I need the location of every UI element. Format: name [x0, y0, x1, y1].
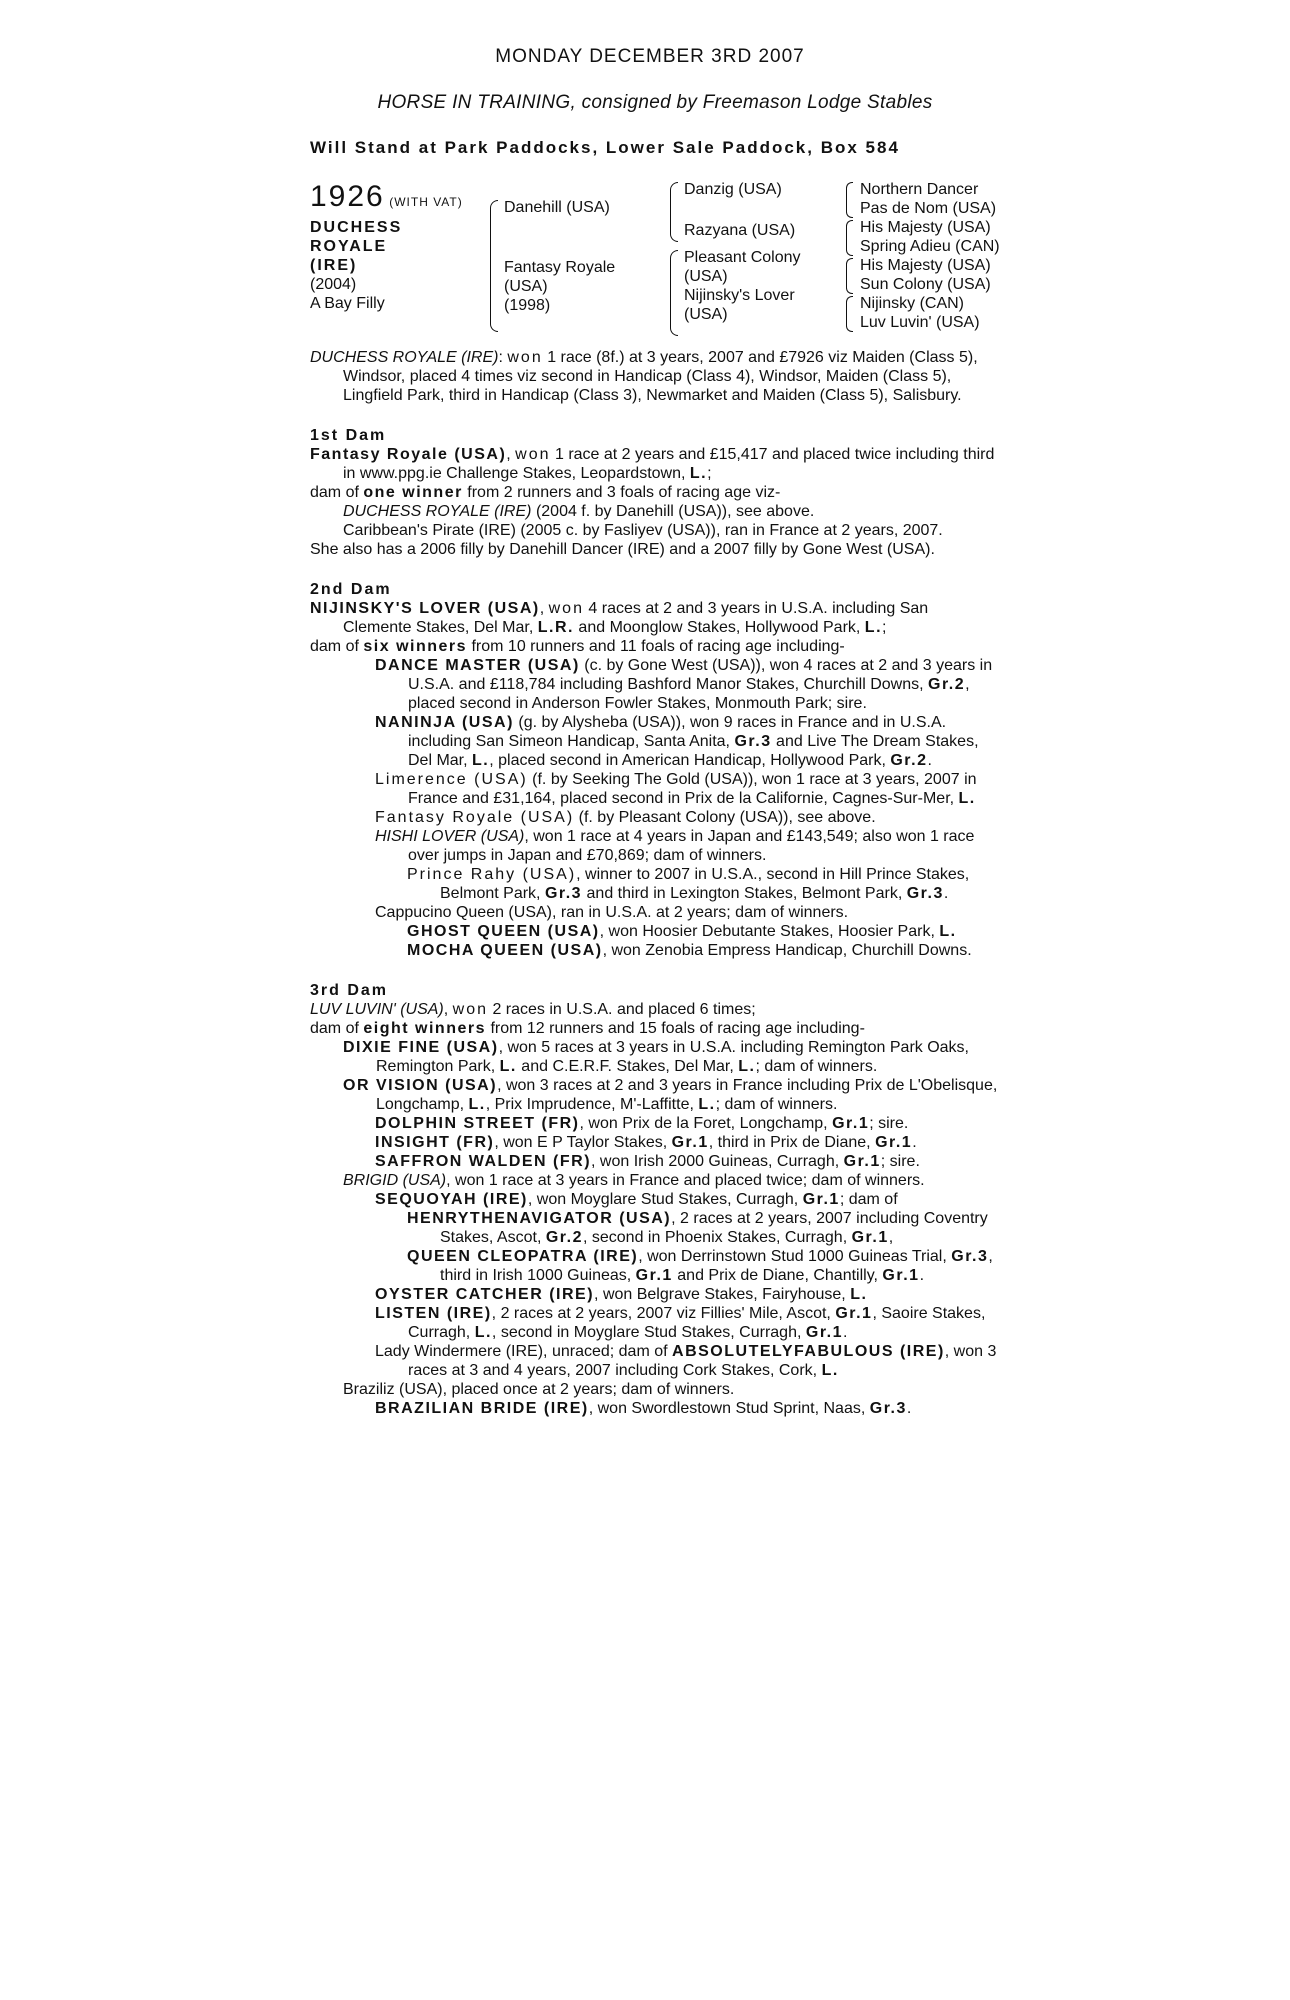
f4a-gr: Gr.3 [869, 1400, 907, 1417]
second-dam-winners: six winners [363, 638, 468, 655]
f1-text: , won 5 races at 3 years in U.S.A. including Remington Park Oaks, Remington Park, [376, 1039, 969, 1075]
f2b-gr2: Gr.1 [875, 1134, 913, 1151]
brace-gen2-dam [670, 250, 678, 336]
horse-name: DUCHESS ROYALE [310, 219, 403, 255]
f2-text: , won 3 races at 2 and 3 years in France including Prix de L'Obelisque, Longchamp, [376, 1077, 998, 1113]
f2c-text: , won Irish 2000 Guineas, Curragh, [591, 1153, 840, 1170]
f3b-text: , won Belgrave Stakes, Fairyhouse, [594, 1286, 846, 1303]
first-dam-offspring-1 [310, 502, 1000, 521]
ped-dd-country: (USA) [684, 306, 728, 323]
third-dam-entry-1 [310, 1038, 1000, 1076]
e1-name: DANCE MASTER (USA) [375, 657, 580, 674]
f3a-q-gr2: Gr.1 [635, 1267, 673, 1284]
e5a-end: . [943, 885, 949, 902]
second-dam-record: NIJINSKY'S LOVER (USA), won 4 races at 2 and 3 years in U.S.A. including San Clemente Stakes, Del Mar, L.R. and Moonglow Stakes, Hollywood Park, L.; [310, 600, 929, 636]
second-dam-text2: from 10 runners and 11 foals of racing age including- [471, 638, 845, 655]
f4a-end: . [906, 1400, 912, 1417]
horse-country: (IRE) [310, 257, 358, 274]
second-dam-won: won [548, 600, 584, 617]
first-dam-winners: one winner [363, 484, 463, 501]
f3c-text: , 2 races at 2 years, 2007 viz Fillies' Mile, Ascot, [491, 1305, 831, 1322]
record-horse-name: DUCHESS ROYALE (IRE) [310, 349, 499, 366]
e2-gr2: Gr.2 [890, 752, 928, 769]
f2-end: ; dam of winners. [715, 1096, 838, 1113]
ped-ds [684, 248, 801, 286]
e5a-gr2: Gr.3 [906, 885, 944, 902]
f3c-text3: , second in Moyglare Stud Stakes, Curragh, [491, 1324, 802, 1341]
first-dam-dam-of: dam of [310, 484, 359, 501]
f3a-name: SEQUOYAH (IRE) [375, 1191, 528, 1208]
third-dam-entry-4: Braziliz (USA), placed once at 2 years; dam of winners. [343, 1381, 735, 1398]
first-dam-offspring-2: Caribbean's Pirate (IRE) (2005 c. by Fasliyev (USA)), ran in France at 2 years, 2007. [343, 522, 943, 539]
ped-dd-name: Nijinsky's Lover [684, 287, 795, 304]
ped-ds-name: Pleasant Colony [684, 249, 801, 266]
third-dam-entry-4a [310, 1399, 1000, 1418]
horse-description: A Bay Filly [310, 295, 385, 312]
f3c-gr: Gr.1 [835, 1305, 873, 1322]
second-dam-entry-6: Cappucino Queen (USA), ran in U.S.A. at 2 years; dam of winners. [375, 904, 849, 921]
second-dam-dam-of: dam of [310, 638, 359, 655]
f3a-q-name: QUEEN CLEOPATRA (IRE) [407, 1248, 639, 1265]
brace-gen3-2 [846, 220, 853, 256]
catalogue-page [310, 46, 1000, 1418]
first-dam-heading: 1st Dam [310, 427, 387, 444]
catalogue-body [310, 348, 1000, 1418]
e6a-name: GHOST QUEEN (USA) [407, 923, 600, 940]
horse-year: (2004) [310, 276, 357, 293]
f3c-text2: , Saoire Stakes, Curragh, [408, 1305, 986, 1341]
third-dam-winners: eight winners [363, 1020, 486, 1037]
second-dam-text1: 4 races at 2 and 3 years in U.S.A. including San Clemente Stakes, Del Mar, [343, 600, 929, 636]
e1-text: (c. by Gone West (USA)), won 4 races at 2 and 3 years in U.S.A. and £118,784 including Bashford Manor Stakes, Churchill Downs, [408, 657, 993, 693]
third-dam-won: won [452, 1001, 488, 1018]
f3a-q-end: . [919, 1267, 925, 1284]
ped-dd [684, 286, 795, 324]
f1-end: ; dam of winners. [755, 1058, 878, 1075]
second-dam-name: NIJINSKY'S LOVER (USA) [310, 600, 540, 617]
race-record: DUCHESS ROYALE (IRE): won 1 race (8f.) at 3 years, 2007 and £7926 viz Maiden (Class 5), Windsor, placed 4 times viz second in Handicap (Class 4), Windsor, Maiden (Class 5), Lingfield Park, third in Handicap (Class 3), Newmarket and Maiden (Class 5), Salisbury. [310, 349, 978, 404]
f3a-text2: ; dam of [839, 1191, 898, 1208]
f2b-text2: , third in Prix de Diane, [708, 1134, 871, 1151]
e5a-text: , winner to 2007 in U.S.A., second in Hill Prince Stakes, Belmont Park, [440, 866, 970, 902]
f3a-text: , won Moyglare Stud Stakes, Curragh, [527, 1191, 799, 1208]
ped-dam-year: (1998) [504, 297, 551, 314]
f3d-text: Lady Windermere (IRE), unraced; dam of [375, 1343, 668, 1360]
f3a-o-gr: Gr.2 [545, 1229, 583, 1246]
f2a-text: , won Prix de la Foret, Longchamp, [579, 1115, 828, 1132]
ped-sss: Northern Dancer [860, 181, 979, 198]
f2b-gr: Gr.1 [671, 1134, 709, 1151]
f3a-o-text: , 2 races at 2 years, 2007 including Coventry Stakes, Ascot, [440, 1210, 988, 1246]
third-dam-entry-2 [310, 1076, 1000, 1114]
brace-gen3-3 [846, 258, 853, 294]
f3a-o-end: , [888, 1229, 894, 1246]
second-dam-text1b: and Moonglow Stakes, Hollywood Park, [578, 619, 861, 636]
first-dam-name: Fantasy Royale (USA) [310, 446, 507, 463]
first-dam-text2: from 2 runners and 3 foals of racing age viz- [467, 484, 781, 501]
ped-dam-country: (USA) [504, 278, 548, 295]
f3d-text2: , won 3 races at 3 and 4 years, 2007 including Cork Stakes, Cork, [408, 1343, 997, 1379]
e4-name: Fantasy Royale (USA) [375, 809, 575, 826]
e4-text: (f. by Pleasant Colony (USA)), see above. [578, 809, 876, 826]
third-dam-entry-2b [310, 1133, 1000, 1152]
second-dam-entry-5a [310, 865, 1000, 903]
f2b-name: INSIGHT (FR) [375, 1134, 495, 1151]
e2-name: NANINJA (USA) [375, 714, 514, 731]
second-dam-entry-5 [310, 827, 1000, 865]
third-dam-entry-2a [310, 1114, 1000, 1133]
f2-text2: , Prix Imprudence, M'-Laffitte, [485, 1096, 694, 1113]
ped-ddd: Luv Luvin' (USA) [860, 314, 980, 331]
f2a-name: DOLPHIN STREET (FR) [375, 1115, 580, 1132]
e3-l: L. [958, 790, 976, 807]
e5a-name: Prince Rahy (USA) [407, 866, 577, 883]
third-dam-entry-3a-henry [310, 1209, 1000, 1247]
e2-text: (g. by Alysheba (USA)), won 9 races in France and in U.S.A. including San Simeon Handicap, Santa Anita, [408, 714, 947, 750]
third-dam-name: LUV LUVIN' (USA) [310, 1001, 444, 1018]
f3a-q-text2: , third in Irish 1000 Guineas, [440, 1248, 993, 1284]
f3a-o-gr2: Gr.1 [851, 1229, 889, 1246]
f2c-name: SAFFRON WALDEN (FR) [375, 1153, 592, 1170]
ped-dss: His Majesty (USA) [860, 257, 991, 274]
f2a-gr: Gr.1 [832, 1115, 870, 1132]
e6a-l: L. [939, 923, 957, 940]
f3b-name: OYSTER CATCHER (IRE) [375, 1286, 595, 1303]
f2-l2: L. [698, 1096, 716, 1113]
second-dam-heading: 2nd Dam [310, 581, 392, 598]
f2c-end: ; sire. [880, 1153, 920, 1170]
f4a-text: , won Swordlestown Stud Sprint, Naas, [588, 1400, 866, 1417]
third-dam-dam-of: dam of [310, 1020, 359, 1037]
brace-gen1 [490, 200, 498, 332]
stand-location: Will Stand at Park Paddocks, Lower Sale Paddock, Box 584 [310, 138, 900, 157]
brace-gen3-4 [846, 296, 853, 332]
sale-date: MONDAY DECEMBER 3RD 2007 [495, 46, 805, 67]
f3a-q-text3: and Prix de Diane, Chantilly, [677, 1267, 878, 1284]
third-dam-entry-3a-queen [310, 1247, 1000, 1285]
e2-text3: , placed second in American Handicap, Hollywood Park, [489, 752, 886, 769]
first-dam-l: L. [689, 465, 708, 482]
f3b-l: L. [850, 1286, 868, 1303]
first-dam-won: won [515, 446, 551, 463]
e6b-text: , won Zenobia Empress Handicap, Churchill Downs. [602, 942, 972, 959]
f3a-q-text: , won Derrinstown Stud 1000 Guineas Trial, [638, 1248, 947, 1265]
third-dam-entry-3b [310, 1285, 1000, 1304]
third-dam-produce [310, 1019, 1000, 1038]
ped-ss: Danzig (USA) [684, 181, 782, 198]
f3-text: , won 1 race at 3 years in France and placed twice; dam of winners. [446, 1172, 925, 1189]
vat-note: (WITH VAT) [389, 195, 463, 209]
ped-sd: Razyana (USA) [684, 222, 796, 239]
second-dam-entry-6a [310, 922, 1000, 941]
third-dam-entry-3 [310, 1171, 1000, 1190]
ped-dsd: Sun Colony (USA) [860, 276, 991, 293]
third-dam-entry-3a [310, 1190, 1000, 1209]
f3-name: BRIGID (USA) [343, 1172, 447, 1189]
record-text: 1 race (8f.) at 3 years, 2007 and £7926 viz Maiden (Class 5), Windsor, placed 4 times viz second in Handicap (Class 4), Windsor, Maiden (Class 5), Lingfield Park, third in Handicap (Class 3), Newmarket and Maiden (Class 5), Salisbury. [343, 349, 978, 404]
e6a-text: , won Hoosier Debutante Stakes, Hoosier Park, [599, 923, 935, 940]
third-dam-text1: 2 races in U.S.A. and placed 6 times; [492, 1001, 756, 1018]
pedigree-table [310, 180, 1000, 340]
third-dam-heading: 3rd Dam [310, 982, 389, 999]
f3c-end: . [843, 1324, 848, 1341]
e5a-text2: and third in Lexington Stakes, Belmont Park, [586, 885, 903, 902]
second-dam-produce [310, 637, 1000, 656]
ped-sds: His Majesty (USA) [860, 219, 991, 236]
first-dam-o1-name: DUCHESS ROYALE (IRE) [343, 503, 532, 520]
e3-text: (f. by Seeking The Gold (USA)), won 1 race at 3 years, 2007 in France and £31,164, placed second in Prix de la Californie, Cagnes-Sur-Mer, [408, 771, 977, 807]
third-dam-entry-2c [310, 1152, 1000, 1171]
f3a-q-gr3: Gr.1 [882, 1267, 920, 1284]
f2a-end: ; sire. [869, 1115, 909, 1132]
f3c-gr2: Gr.1 [805, 1324, 844, 1341]
brace-gen2-sire [670, 182, 678, 242]
first-dam-text1b: ; [707, 465, 712, 482]
first-dam-o1-text: (2004 f. by Danehill (USA)), see above. [535, 503, 815, 520]
e2-end: . [927, 752, 932, 769]
f2b-end: . [912, 1134, 917, 1151]
third-dam-entry-3c [310, 1304, 1000, 1342]
f3a-o-text2: , second in Phoenix Stakes, Curragh, [582, 1229, 848, 1246]
e1-gr: Gr.2 [928, 676, 966, 693]
f2-l: L. [468, 1096, 486, 1113]
e1-text2: , placed second in Anderson Fowler Stakes, Monmouth Park; sire. [408, 676, 970, 712]
second-dam-entry-2 [310, 713, 1000, 770]
e5-name: HISHI LOVER (USA) [375, 828, 525, 845]
f2c-gr: Gr.1 [843, 1153, 881, 1170]
f3c-l: L. [474, 1324, 492, 1341]
e3-name: Limerence (USA) [375, 771, 528, 788]
ped-sire: Danehill (USA) [504, 199, 610, 216]
third-dam-entry-3d [310, 1342, 1000, 1380]
second-dam-entry-3 [310, 770, 1000, 808]
third-dam-text2: from 12 runners and 15 foals of racing age including- [490, 1020, 865, 1037]
f3a-gr: Gr.1 [802, 1191, 840, 1208]
e6b-name: MOCHA QUEEN (USA) [407, 942, 603, 959]
second-dam-entry-1 [310, 656, 1000, 713]
first-dam-produce [310, 483, 1000, 502]
lot-number: 1926 [310, 180, 385, 213]
f1-l: L. [499, 1058, 517, 1075]
e5a-gr: Gr.3 [544, 885, 583, 902]
second-dam-lr: L.R. [537, 619, 574, 636]
f3c-name: LISTEN (IRE) [375, 1305, 492, 1322]
brace-gen3-1 [846, 182, 853, 218]
first-dam-record: Fantasy Royale (USA), won 1 race at 2 years and £15,417 and placed twice including third in www.ppg.ie Challenge Stakes, Leopardstown, L.; [310, 446, 995, 482]
e2-text2: and Live The Dream Stakes, Del Mar, [408, 733, 979, 769]
f2-name: OR VISION (USA) [343, 1077, 498, 1094]
f1-name: DIXIE FINE (USA) [343, 1039, 499, 1056]
f3a-q-gr: Gr.3 [951, 1248, 989, 1265]
f4a-name: BRAZILIAN BRIDE (IRE) [375, 1400, 589, 1417]
consignment-line: HORSE IN TRAINING, consigned by Freemason Lodge Stables [377, 92, 933, 113]
e5-text: , won 1 race at 4 years in Japan and £143,549; also won 1 race over jumps in Japan and £70,869; dam of winners. [408, 828, 975, 864]
e2-gr: Gr.3 [734, 733, 772, 750]
ped-dds: Nijinsky (CAN) [860, 295, 964, 312]
first-dam-text1: 1 race at 2 years and £15,417 and placed twice including third in www.ppg.ie Challenge Stakes, Leopardstown, [343, 446, 995, 482]
f1-text2: and C.E.R.F. Stakes, Del Mar, [521, 1058, 734, 1075]
record-won: won [507, 349, 543, 366]
lot-info [310, 180, 480, 313]
second-dam-entry-4 [310, 808, 1000, 827]
f3a-o-name: HENRYTHENAVIGATOR (USA) [407, 1210, 672, 1227]
second-dam-text1c: ; [882, 619, 887, 636]
first-dam-note: She also has a 2006 filly by Danehill Dancer (IRE) and a 2007 filly by Gone West (USA). [310, 541, 935, 558]
ped-ssd: Pas de Nom (USA) [860, 200, 997, 217]
ped-dam [504, 258, 615, 315]
second-dam-entry-6b [310, 941, 1000, 960]
f3d-name: ABSOLUTELYFABULOUS (IRE) [672, 1343, 945, 1360]
third-dam-record: LUV LUVIN' (USA), won 2 races in U.S.A. and placed 6 times; [310, 1001, 756, 1018]
f1-l2: L. [738, 1058, 756, 1075]
ped-dam-name: Fantasy Royale [504, 259, 616, 276]
f3d-l: L. [821, 1362, 839, 1379]
ped-sdd: Spring Adieu (CAN) [860, 238, 1000, 255]
e2-l: L. [472, 752, 490, 769]
second-dam-l: L. [864, 619, 883, 636]
ped-ds-country: (USA) [684, 268, 728, 285]
f2b-text: , won E P Taylor Stakes, [494, 1134, 668, 1151]
